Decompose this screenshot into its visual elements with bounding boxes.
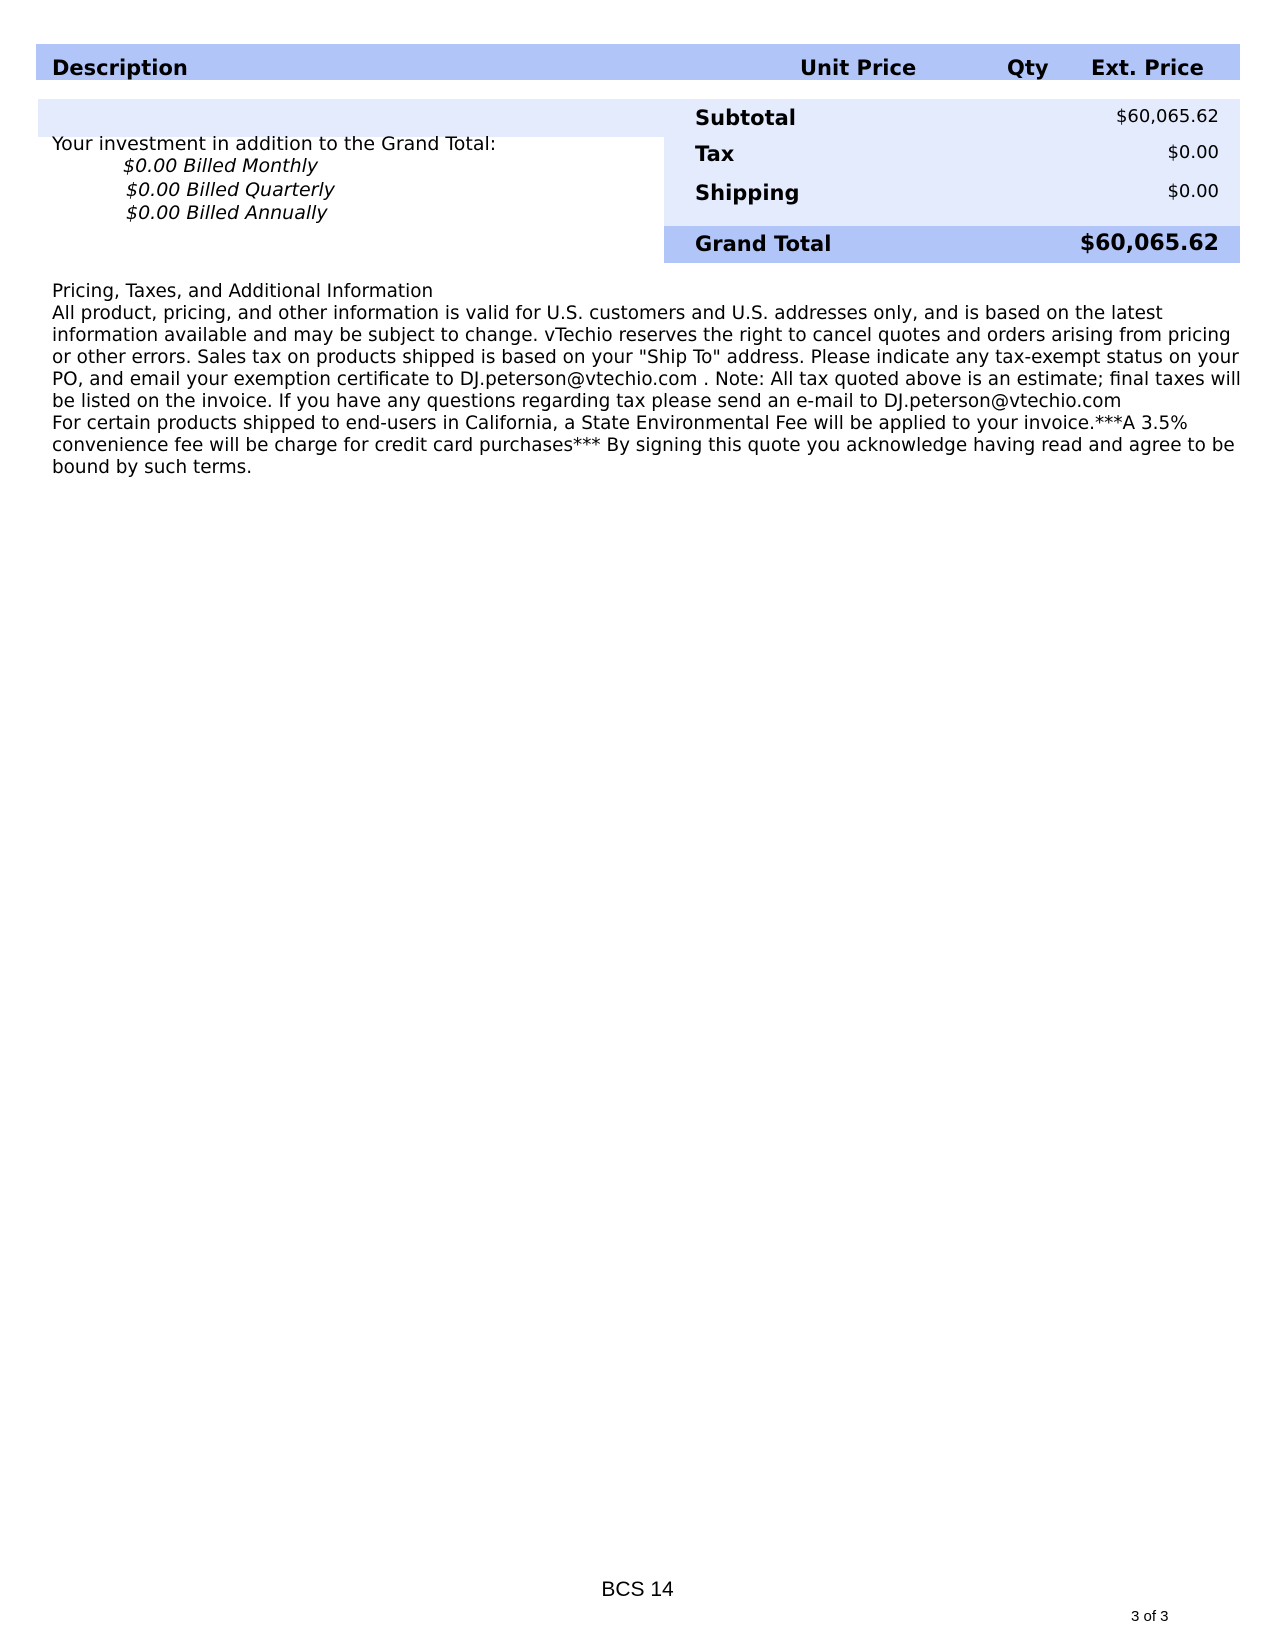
- pricing-info-heading: Pricing, Taxes, and Additional Information: [52, 281, 434, 302]
- subtotal-value: $60,065.62: [1115, 106, 1219, 127]
- header-description: Description: [52, 56, 188, 80]
- pricing-info-block: [52, 281, 1242, 479]
- table-header-band: [36, 44, 1240, 80]
- environmental-fee-paragraph: For certain products shipped to end-users in California, a State Environmental Fee will be applied to your invoice.***A 3.5% convenience fee will be charge for credit card purchases*** By signing this quote you acknowledge having read and agree to be bound by such terms.: [52, 413, 1235, 478]
- shipping-label: Shipping: [695, 181, 800, 205]
- shipping-value: $0.00: [1167, 181, 1219, 202]
- header-unit-price: Unit Price: [800, 56, 917, 80]
- header-ext-price: Ext. Price: [1091, 56, 1204, 80]
- pricing-info-paragraph: All product, pricing, and other information is valid for U.S. customers and U.S. addresses only, and is based on the latest information available and may be subject to change. vTechio reserves the right to cancel quotes and orders arising from pricing or other errors. Sales tax on products shipped is based on your "Ship To" address. Please indicate any tax-exempt status on your PO, and email your exemption certificate to DJ.peterson@vtechio.com . Note: All tax quoted above is an estimate; final taxes will be listed on the invoice. If you have any questions regarding tax please send an e-mail to DJ.peterson@vtechio.com: [52, 303, 1241, 412]
- billed-quarterly: $0.00 Billed Quarterly: [126, 179, 336, 201]
- header-qty: Qty: [1007, 56, 1049, 80]
- footer-label: BCS 14: [601, 1578, 674, 1601]
- tax-value: $0.00: [1167, 142, 1219, 163]
- investment-band: [38, 99, 664, 137]
- grand-total-value: $60,065.62: [1079, 231, 1219, 256]
- page-number: 3 of 3: [1131, 1608, 1169, 1625]
- tax-label: Tax: [695, 142, 735, 166]
- grand-total-label: Grand Total: [695, 232, 832, 256]
- billed-monthly: $0.00 Billed Monthly: [123, 155, 319, 177]
- investment-title: Your investment in addition to the Grand Total:: [52, 133, 497, 155]
- subtotal-label: Subtotal: [695, 106, 796, 130]
- billed-annually: $0.00 Billed Annually: [126, 202, 328, 224]
